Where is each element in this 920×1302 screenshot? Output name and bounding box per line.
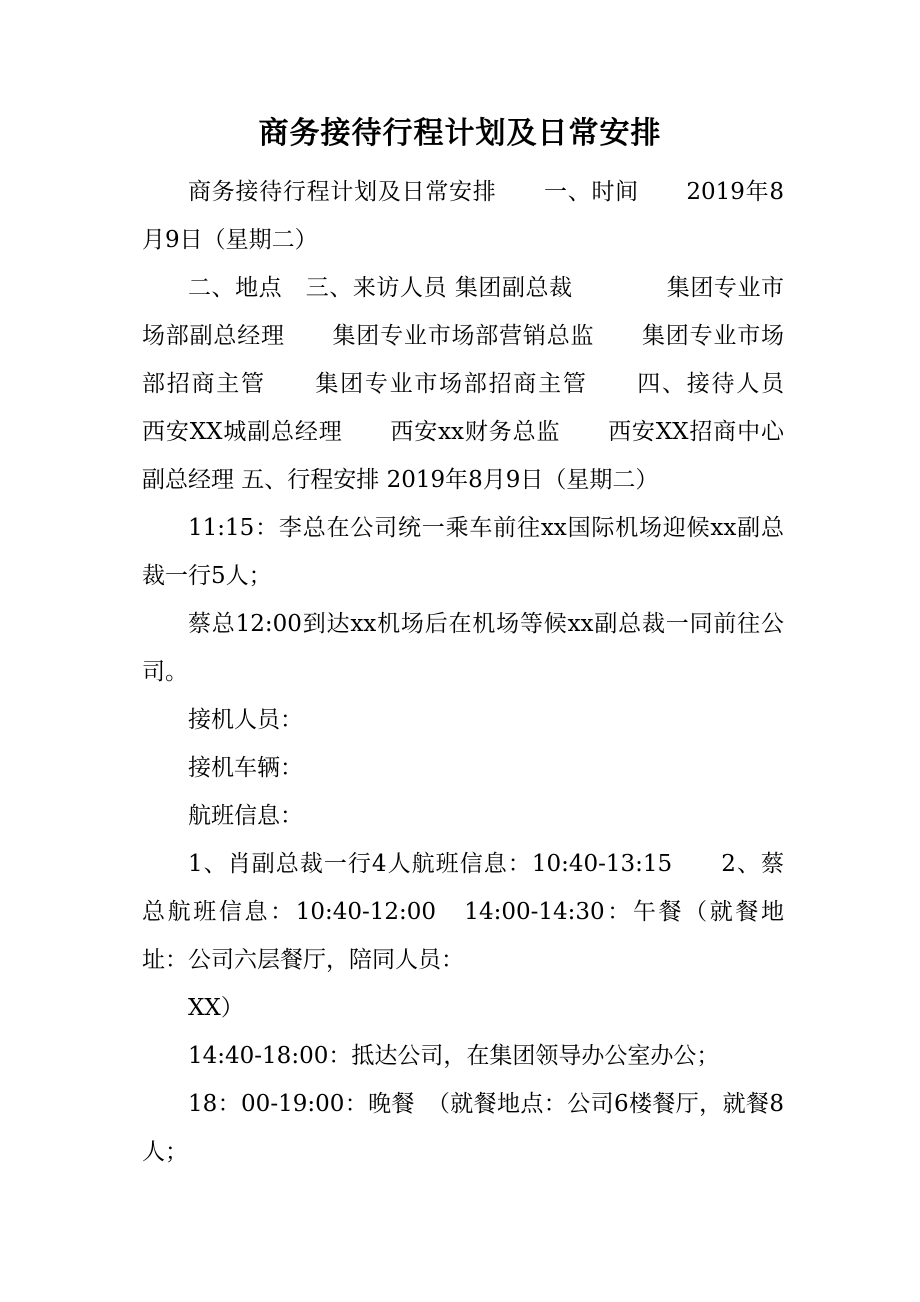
document-body [142,168,807,1176]
paragraph-afternoon-office: 14:40-18:00：抵达公司，在集团领导办公室办公； [188,1043,720,1069]
paragraph-pickup-departure: 11:15：李总在公司统一乘车前往xx国际机场迎候xx副总裁一行5人； [142,515,784,589]
paragraph-dinner: 18：00-19:00：晚餐 （就餐地点：公司6楼餐厅，就餐8人； [142,1091,784,1165]
paragraph-escort: XX） [188,995,244,1021]
paragraph-location-visitors: 二、地点 三、来访人员 集团副总裁 集团专业市场部副总经理 集团专业市场部营销总监 集团专业市场部招商主管 集团专业市场部招商主管 四、接待人员 西安XX城副总经理 西安xx财务总监 西安XX招商中心副总经理 五、行程安排 2019年8月9日（星期二） [142,275,807,493]
paragraph-time: 商务接待行程计划及日常安排 一、时间 2019年8月9日（星期二） [142,179,784,253]
paragraph-pickup-staff: 接机人员： [188,707,303,733]
document-title: 商务接待行程计划及日常安排 [258,116,662,151]
paragraph-pickup-vehicle: 接机车辆： [188,755,303,781]
paragraph-flight-info-label: 航班信息： [188,803,303,829]
paragraph-cai-arrival: 蔡总12:00到达xx机场后在机场等候xx副总裁一同前往公司。 [142,611,784,685]
paragraph-flight-details-lunch: 1、肖副总裁一行4人航班信息：10:40-13:15 2、蔡总航班信息：10:40-12:00 14:00-14:30：午餐（就餐地址：公司六层餐厅，陪同人员： [142,851,784,973]
